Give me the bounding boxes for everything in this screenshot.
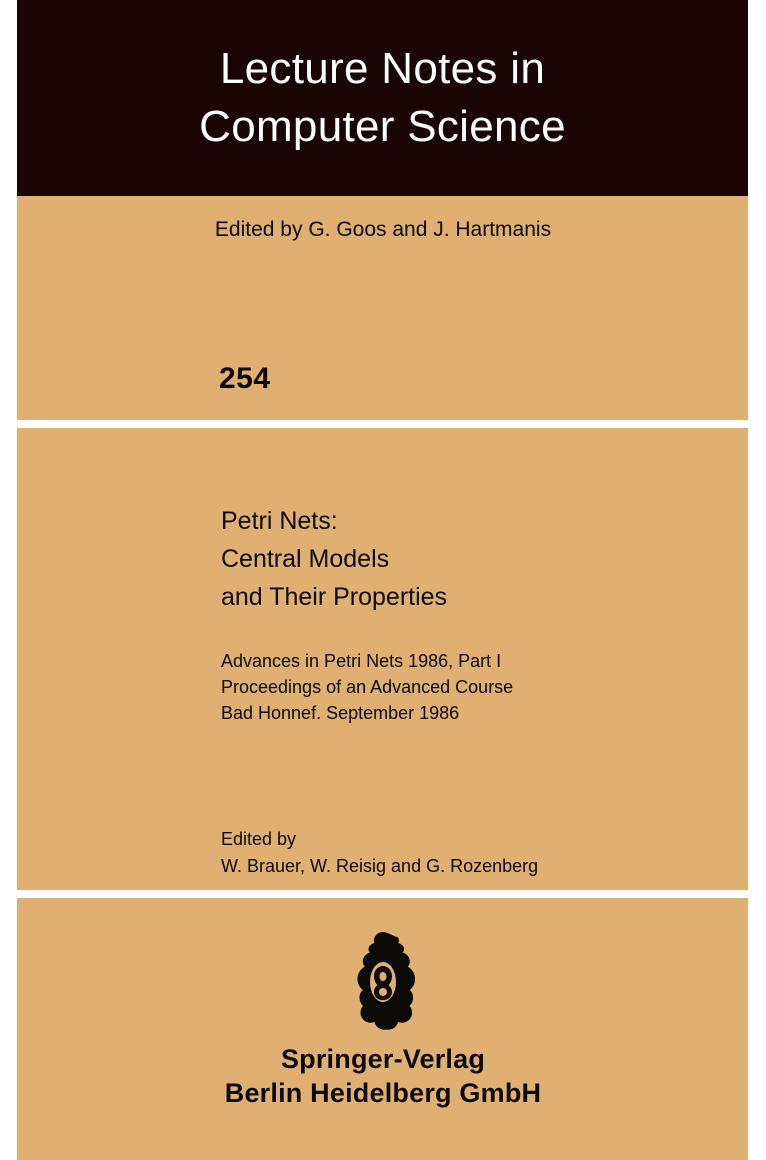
series-header-block: [17, 0, 748, 196]
publisher-name: Springer-Verlag: [280, 1044, 486, 1074]
series-title-line-1: Lecture Notes in: [219, 44, 546, 93]
book-editors-block: [221, 826, 741, 880]
divider-band-lower: [0, 890, 766, 898]
book-subtitle-line-1: Advances in Petri Nets 1986, Part I: [221, 651, 502, 671]
book-title-line-2: Central Models: [221, 545, 390, 573]
book-title-line-3: and Their Properties: [221, 583, 448, 611]
book-title-line-1: Petri Nets:: [221, 507, 338, 535]
series-title-line-2: Computer Science: [199, 102, 566, 151]
book-subtitle-line-2: Proceedings of an Advanced Course: [221, 677, 514, 697]
publisher-block: [0, 930, 766, 1110]
volume-number: 254: [219, 362, 271, 395]
book-title: [221, 502, 741, 616]
edited-by-names: W. Brauer, W. Reisig and G. Rozenberg: [221, 856, 539, 876]
book-subtitle: [221, 648, 741, 726]
book-subtitle-line-3: Bad Honnef. September 1986: [221, 703, 460, 723]
publisher-location: Berlin Heidelberg GmbH: [224, 1078, 542, 1108]
edited-by-label: Edited by: [221, 829, 297, 849]
series-editors: Edited by G. Goos and J. Hartmanis: [214, 218, 552, 241]
springer-knight-logo: [347, 930, 419, 1034]
divider-band-upper: [0, 420, 766, 428]
